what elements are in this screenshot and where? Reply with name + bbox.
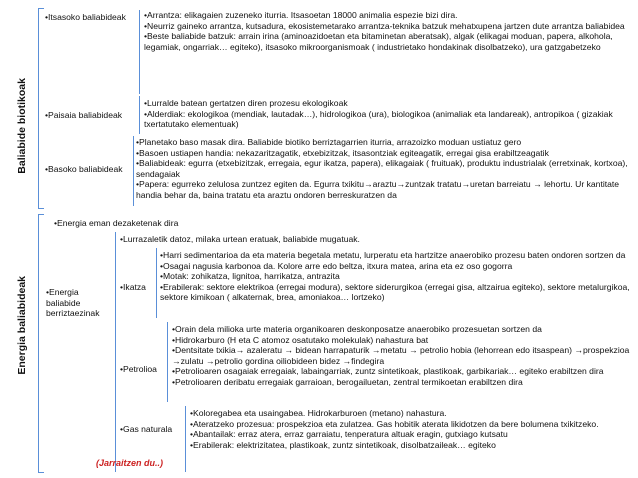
brace-berriztaezinak	[115, 232, 116, 472]
sub-label-berriztaezinak	[46, 287, 114, 319]
text-line: •Hidrokarburo (H eta C atomoz osatutako molekulak) nahastura bat	[172, 334, 429, 345]
text-line: •Dentsitate txikia→ azaleratu → bidean harrapaturik →metatu → petrolio hobia (lehorrean edo itsaspean) →prospekzioa →zulatu →petrolio gordina oiliobideen bidez →findegira	[172, 345, 630, 366]
brace-tick	[38, 472, 44, 473]
brace-petrolioa	[167, 322, 168, 402]
text-line: •Neurriz gaineko arrantza, kutsadura, ekosistemetarako arrantza-teknika batzuk mehatxupena jartzen dute arrantza baliabidea	[144, 20, 625, 31]
text-line: •Harri sedimentarioa da eta materia begetala metatu, lurperatu eta hartzitze anaerobiko prozesu baten ondoren sortzen da	[160, 250, 626, 260]
item-label-ikatza: •Ikatza	[120, 282, 146, 292]
text-line: •Abantailak: erraz atera, erraz garraiatu, tenperatura altuak eragin, gutxiago kutsatu	[190, 429, 508, 440]
group-text-basoko	[136, 137, 628, 201]
item-text-ikatza	[160, 250, 630, 303]
text-line: •Papera: egurreko zelulosa zuntzez egiten da. Egurra txikitu→araztu→zuntzak tratatu→uretan barreiatu → lehortu. Ur kantitate handia behar da, baina tratatu eta araztu ondoren berreskuratzen da	[136, 179, 620, 200]
sub-label-text: •Energia baliabide berriztaezinak	[46, 287, 100, 319]
brace-itsasoko	[139, 10, 140, 94]
brace-tick	[38, 214, 44, 215]
text-line: •Petrolioaren osagaiak erregaiak, labaingarriak, zuntz sintetikoak, plastikoak, garbikariak… egiteko erabiltzen dira	[172, 366, 604, 377]
section-title-energy: Energia baliabideak	[16, 276, 28, 375]
text-line: •Erabilerak: sektore elektrikoa (erregai modura), sektore siderurgikoa (erregai gisa, altzairua egiteko), sektore metalurgikoa, sektore kimikoan ( alkaternak, brea, amoniakoa… lortzeko)	[160, 281, 630, 303]
text-line: •Baliabideak: egurra (etxebizitzak, erregaia, egur ikatza, papera), elikagaiak ( fruituak), produktu industrialak (erretxinak, kortxoa), sendagaiak	[136, 158, 628, 179]
item-label-gas-naturala: •Gas naturala	[120, 424, 173, 434]
text-line: •Alderdiak: ekologikoa (mendiak, lautadak…), hidrologikoa (ura), biologikoa (animaliak eta landareak), antropikoa ( gizakiak txertatutako elementuak)	[144, 108, 613, 130]
top-line: •Lurrazaletik datoz, milaka urtean eratuak, baliabide mugatuak.	[120, 234, 360, 244]
section-title-biotic: Baliabide biotikoak	[16, 78, 28, 174]
group-label-basoko: •Basoko baliabideak	[45, 164, 123, 174]
text-line: •Petrolioaren deribatu erregaiak garraioan, berogailuetan, zentral termikoetan erabiltzen dira	[172, 376, 523, 387]
text-line: •Osagai nagusia karbonoa da. Kolore arre edo beltza, itxura matea, arina eta ez oso gogorra	[160, 260, 513, 271]
brace-basoko	[133, 136, 134, 206]
group-label-itsasoko: •Itsasoko baliabideak	[45, 12, 126, 22]
continued-note: (Jarraitzen du..)	[96, 458, 164, 468]
text-line: •Basoen ustiapen handia: nekazaritzagatik, etxebizitzak, itsasontziak egiteagatik, erregai gisa erabiltzeagatik	[136, 147, 549, 158]
text-line: •Erabilerak: elektrizitatea, plastikoak, zuntz sintetikoak, disolbatzaileak… egiteko	[190, 439, 496, 450]
brace-tick	[38, 208, 44, 209]
text-line: •Lurralde batean gertatzen diren prozesu ekologikoak	[144, 98, 348, 108]
brace-energy	[38, 214, 39, 472]
text-line: •Koloregabea eta usaingabea. Hidrokarburoen (metano) nahastura.	[190, 408, 447, 418]
text-line: •Planetako baso masak dira. Baliabide biotiko berriztagarrien iturria, arrazoizko moduan ustiatuz gero	[136, 137, 522, 147]
brace-ikatza	[156, 248, 157, 318]
item-text-petrolioa	[172, 324, 630, 388]
group-text-paisaia	[144, 98, 624, 130]
item-label-petrolioa: •Petrolioa	[120, 364, 157, 374]
text-line: •Orain dela milioka urte materia organikoaren deskonposatze anaerobiko prozesuetan sortzen da	[172, 324, 542, 334]
brace-paisaia	[139, 96, 140, 134]
text-line: •Ateratzeko prozesua: prospekzioa eta zulatzea. Gas hobitik aterata likidotzen da bere bolumena txikitzeko.	[190, 418, 599, 429]
text-line: •Arrantza: elikagaien zuzeneko iturria. Itsasoetan 18000 animalia espezie bizi dira.	[144, 10, 458, 20]
group-label-paisaia: •Paisaia baliabideak	[45, 110, 123, 120]
brace-gas-naturala	[185, 406, 186, 472]
group-text-itsasoko	[144, 10, 628, 52]
text-line: •Motak: zohikatza, lignitoa, harrikatza, antrazita	[160, 271, 340, 282]
brace-biotic	[38, 8, 39, 208]
item-text-gas-naturala	[190, 408, 630, 450]
text-line: •Beste baliabide batzuk: arrain irina (aminoazidoetan eta bitaminetan aberatsak), algak (elikagai moduan, papera, alkohola, legamiak, ongarriak… egiteko), itsasoko mikroorganismoak ( industrietako hondakinak disolbatzeko), ura gatzgabetzeko	[144, 31, 613, 52]
brace-tick	[38, 8, 44, 9]
energy-intro: •Energia eman dezaketenak dira	[54, 218, 179, 228]
